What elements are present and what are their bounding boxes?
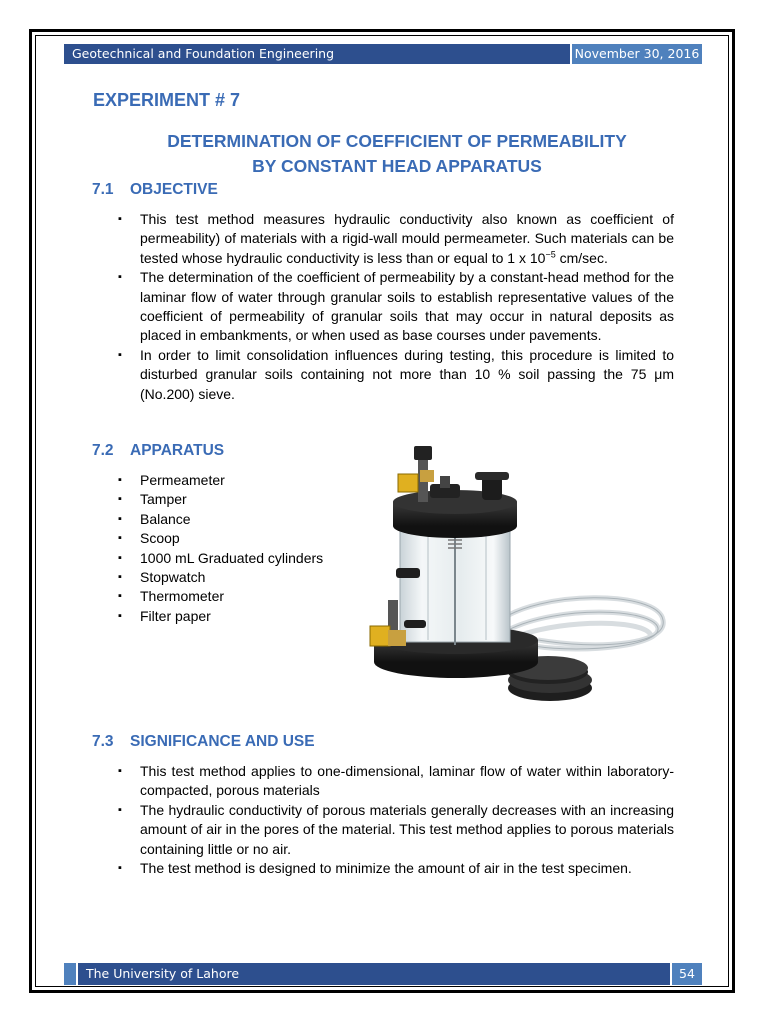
page-title-line-2: BY CONSTANT HEAD APPARATUS bbox=[252, 156, 542, 176]
list-item: ▪ Tamper bbox=[116, 490, 356, 509]
footer-accent bbox=[64, 963, 76, 985]
header-date: November 30, 2016 bbox=[574, 46, 700, 61]
section-heading-apparatus bbox=[92, 442, 224, 460]
header-course-title: Geotechnical and Foundation Engineering bbox=[72, 46, 335, 61]
list-item: ▪ The test method is designed to minimize the amount of air in the test specimen. bbox=[116, 859, 674, 878]
experiment-number: EXPERIMENT # 7 bbox=[93, 90, 241, 110]
list-item: ▪ Stopwatch bbox=[116, 568, 356, 587]
list-item: ▪ Permeameter bbox=[116, 471, 356, 490]
permeameter-photo bbox=[358, 440, 672, 710]
significance-list bbox=[116, 762, 674, 878]
section-number: 7.2 bbox=[92, 442, 114, 459]
list-item: ▪ The determination of the coefficient of permeability by a constant-head method for the laminar flow of water through granular soils to establish representative values of the coefficient of permeability of granular soils that may occur in natural deposits as placed in embankments, or when used as base courses under pavements. bbox=[116, 268, 674, 346]
list-item: ▪ The hydraulic conductivity of porous materials generally decreases with an increasing amount of air in the pores of the material. This test method applies to porous materials containing little or no air. bbox=[116, 801, 674, 859]
list-item: ▪ This test method applies to one-dimensional, laminar flow of water within laboratory-compacted, porous materials bbox=[116, 762, 674, 801]
list-item: ▪ Filter paper bbox=[116, 607, 356, 626]
list-item: ▪ In order to limit consolidation influences during testing, this procedure is limited to disturbed granular soils containing not more than 10 % soil passing the 75 μm (No.200) sieve. bbox=[116, 346, 674, 404]
list-item: ▪ 1000 mL Graduated cylinders bbox=[116, 549, 356, 568]
objective-list bbox=[116, 210, 674, 404]
list-item bbox=[116, 210, 674, 268]
section-heading-objective bbox=[92, 181, 218, 199]
section-heading-significance bbox=[92, 733, 315, 751]
page-number: 54 bbox=[679, 966, 695, 981]
list-item: ▪ Thermometer bbox=[116, 587, 356, 606]
page-title bbox=[90, 129, 704, 179]
section-title: APPARATUS bbox=[130, 442, 225, 459]
page-title-line-1: DETERMINATION OF COEFFICIENT OF PERMEABILITY bbox=[167, 131, 627, 151]
apparatus-list bbox=[116, 471, 356, 626]
section-number: 7.3 bbox=[92, 733, 114, 750]
footer-university: The University of Lahore bbox=[86, 966, 240, 981]
section-number: 7.1 bbox=[92, 181, 114, 198]
list-item: ▪ Scoop bbox=[116, 529, 356, 548]
exponent: −5 bbox=[545, 249, 556, 260]
list-item-text: This test method measures hydraulic conductivity also known as coefficient of permeability) of materials with a rigid-wall mould permeameter. Such materials can be tested whose hydraulic conductivity is less than or equal to 1 x 10 bbox=[140, 211, 674, 266]
list-item-text: cm/sec. bbox=[555, 249, 608, 266]
section-title: OBJECTIVE bbox=[130, 181, 218, 198]
list-item: ▪ Balance bbox=[116, 510, 356, 529]
section-title: SIGNIFICANCE AND USE bbox=[130, 733, 315, 750]
